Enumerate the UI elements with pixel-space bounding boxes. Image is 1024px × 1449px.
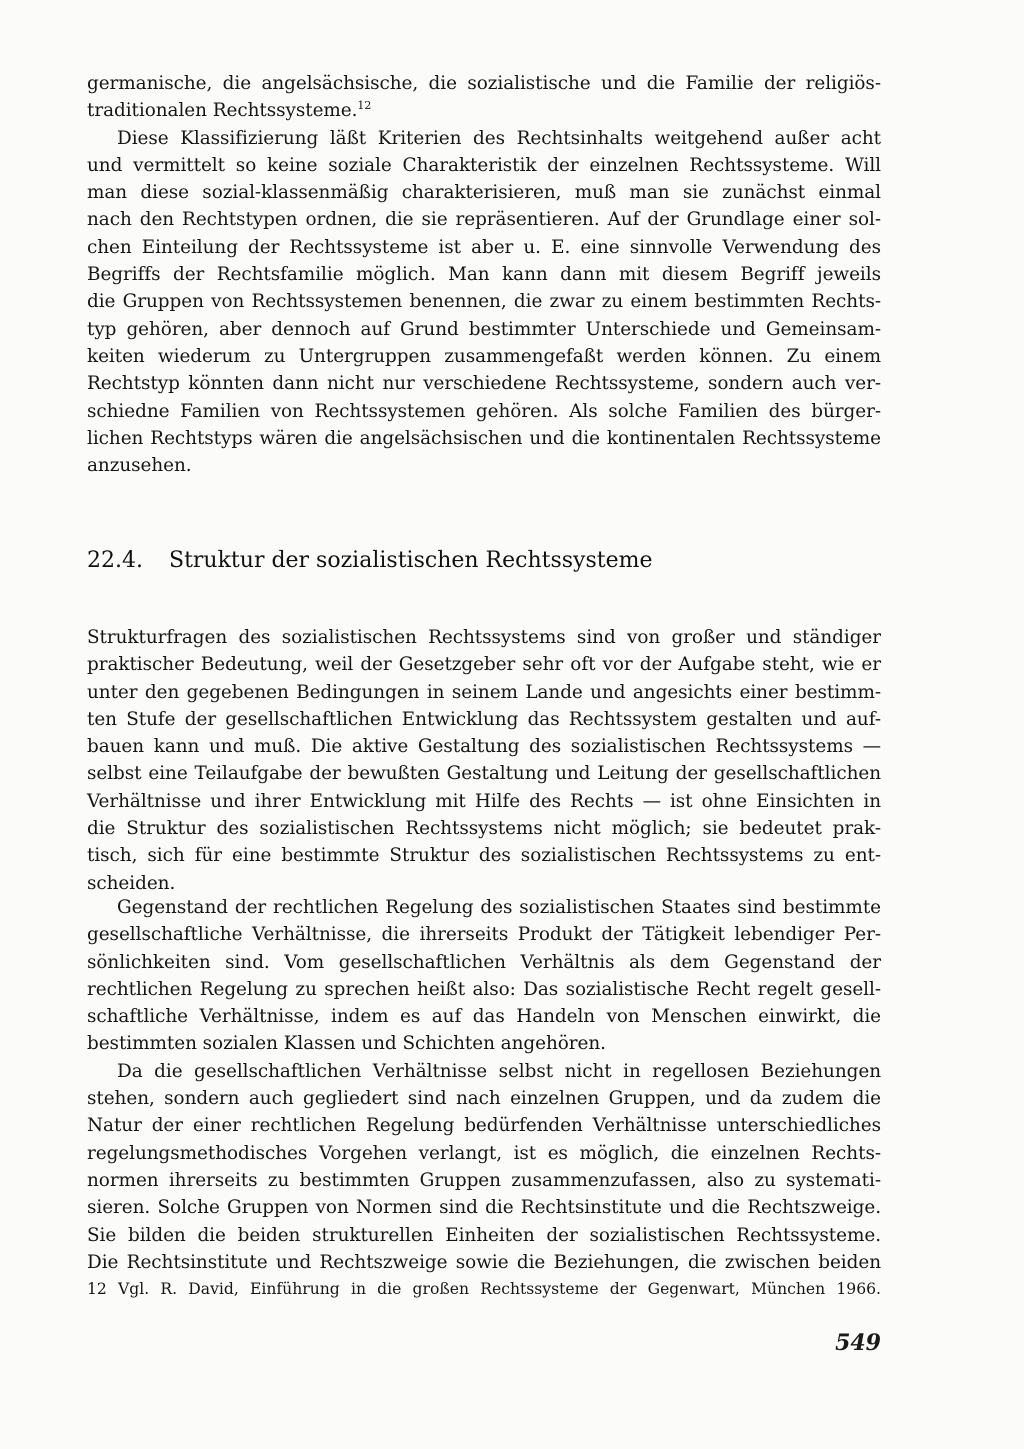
- text-line: Begriffs der Rechtsfamilie möglich. Man kann dann mit diesem Begriff jeweils: [87, 264, 881, 286]
- text-line: die Struktur des sozialistischen Rechtssystems nicht möglich; sie bedeutet prak-: [87, 818, 881, 840]
- text-line-content: traditionalen Rechtssysteme.: [87, 100, 358, 122]
- text-line: germanische, die angelsächsische, die sozialistische und die Familie der religiös-: [87, 73, 881, 94]
- text-line: scheiden.: [87, 872, 176, 894]
- text-line: bestimmten sozialen Klassen und Schichten angehören.: [87, 1033, 606, 1055]
- text-line: chen Einteilung der Rechtssysteme ist aber u. E. eine sinnvolle Verwendung des: [87, 236, 881, 258]
- section-number: 22.4.: [87, 548, 143, 573]
- section-title: Struktur der sozialistischen Rechtssysteme: [169, 548, 653, 573]
- text-line: Da die gesellschaftlichen Verhältnisse selbst nicht in regellosen Beziehungen: [117, 1060, 881, 1082]
- text-line: Natur der einer rechtlichen Regelung bedürfenden Verhältnisse unterschiedliches: [87, 1115, 881, 1137]
- text-line: ten Stufe der gesellschaftlichen Entwicklung das Rechtssystem gestalten und auf-: [87, 708, 881, 730]
- text-line: und vermittelt so keine soziale Charakteristik der einzelnen Rechtssysteme. Will: [87, 154, 881, 176]
- bottom-text-block: [87, 894, 881, 1276]
- text-line: normen ihrerseits zu bestimmten Gruppen zusammenzufassen, also zu systemati-: [87, 1169, 881, 1191]
- text-line: Sie bilden die beiden strukturellen Einheiten der sozialistischen Rechtssysteme.: [87, 1224, 881, 1246]
- text-line: Rechtstyp könnten dann nicht nur verschiedene Rechtssysteme, sondern auch ver-: [87, 373, 881, 395]
- text-line: [87, 97, 881, 124]
- page-number: 549: [835, 1330, 881, 1356]
- text-line: praktischer Bedeutung, weil der Gesetzgeber sehr oft vor der Aufgabe steht, wie er: [87, 654, 881, 676]
- text-line: die Gruppen von Rechtssystemen benennen, die zwar zu einem bestimmten Rechts-: [87, 291, 881, 313]
- text-line: man diese sozial-klassenmäßig charakterisieren, muß man sie zunächst einmal: [87, 182, 881, 204]
- text-line: regelungsmethodisches Vorgehen verlangt, ist es möglich, die einzelnen Rechts-: [87, 1142, 881, 1164]
- text-line: sönlichkeiten sind. Vom gesellschaftlichen Verhältnis als dem Gegenstand der: [87, 951, 881, 973]
- text-line: Die Rechtsinstitute und Rechtszweige sowie die Beziehungen, die zwischen beiden: [87, 1251, 881, 1273]
- text-line: rechtlichen Regelung zu sprechen heißt also: Das sozialistische Recht regelt gesell-: [87, 978, 881, 1000]
- text-line: Strukturfragen des sozialistischen Rechtssystems sind von großer und ständiger: [87, 627, 881, 648]
- text-line: schiedne Familien von Rechtssystemen gehören. Als solche Familien des bürger-: [87, 400, 881, 422]
- mid-text-block: [87, 624, 881, 897]
- text-line: lichen Rechtstyps wären die angelsächsischen und die kontinentalen Rechtssysteme: [87, 427, 881, 449]
- text-line: Verhältnisse und ihrer Entwicklung mit Hilfe des Rechts — ist ohne Einsichten in: [87, 790, 881, 812]
- text-line: unter den gegebenen Bedingungen in seinem Lande und angesichts einer bestimm-: [87, 681, 881, 703]
- text-line: bauen kann und muß. Die aktive Gestaltung des sozialistischen Rechtssystems —: [87, 736, 881, 758]
- text-line: typ gehören, aber dennoch auf Grund bestimmter Unterschiede und Gemeinsam-: [87, 318, 881, 340]
- text-line: selbst eine Teilaufgabe der bewußten Gestaltung und Leitung der gesellschaftlichen: [87, 763, 881, 785]
- top-text-block: [87, 70, 881, 479]
- footnote-reference[interactable]: 12: [357, 99, 372, 113]
- section-heading: [87, 546, 653, 576]
- text-line: Diese Klassifizierung läßt Kriterien des Rechtsinhalts weitgehend außer acht: [117, 127, 881, 149]
- text-line: gesellschaftliche Verhältnisse, die ihrerseits Produkt der Tätigkeit lebendiger Per-: [87, 924, 881, 946]
- text-line: anzusehen.: [87, 455, 192, 477]
- text-line: keiten wiederum zu Untergruppen zusammengefaßt werden können. Zu einem: [87, 345, 881, 367]
- text-line: schaftliche Verhältnisse, indem es auf das Handeln von Menschen einwirkt, die: [87, 1006, 881, 1028]
- text-line: Gegenstand der rechtlichen Regelung des sozialistischen Staates sind bestimmte: [117, 897, 881, 918]
- text-line: nach den Rechtstypen ordnen, die sie repräsentieren. Auf der Grundlage einer sol-: [87, 209, 881, 231]
- text-line: sieren. Solche Gruppen von Normen sind die Rechtsinstitute und die Rechtszweige.: [87, 1197, 881, 1219]
- text-line: tisch, sich für eine bestimmte Struktur des sozialistischen Rechtssystems zu ent-: [87, 845, 881, 867]
- footnote: 12 Vgl. R. David, Einführung in die großen Rechtssysteme der Gegenwart, München 1966.: [87, 1280, 881, 1298]
- text-line: stehen, sondern auch gegliedert sind nach einzelnen Gruppen, und da zudem die: [87, 1088, 881, 1110]
